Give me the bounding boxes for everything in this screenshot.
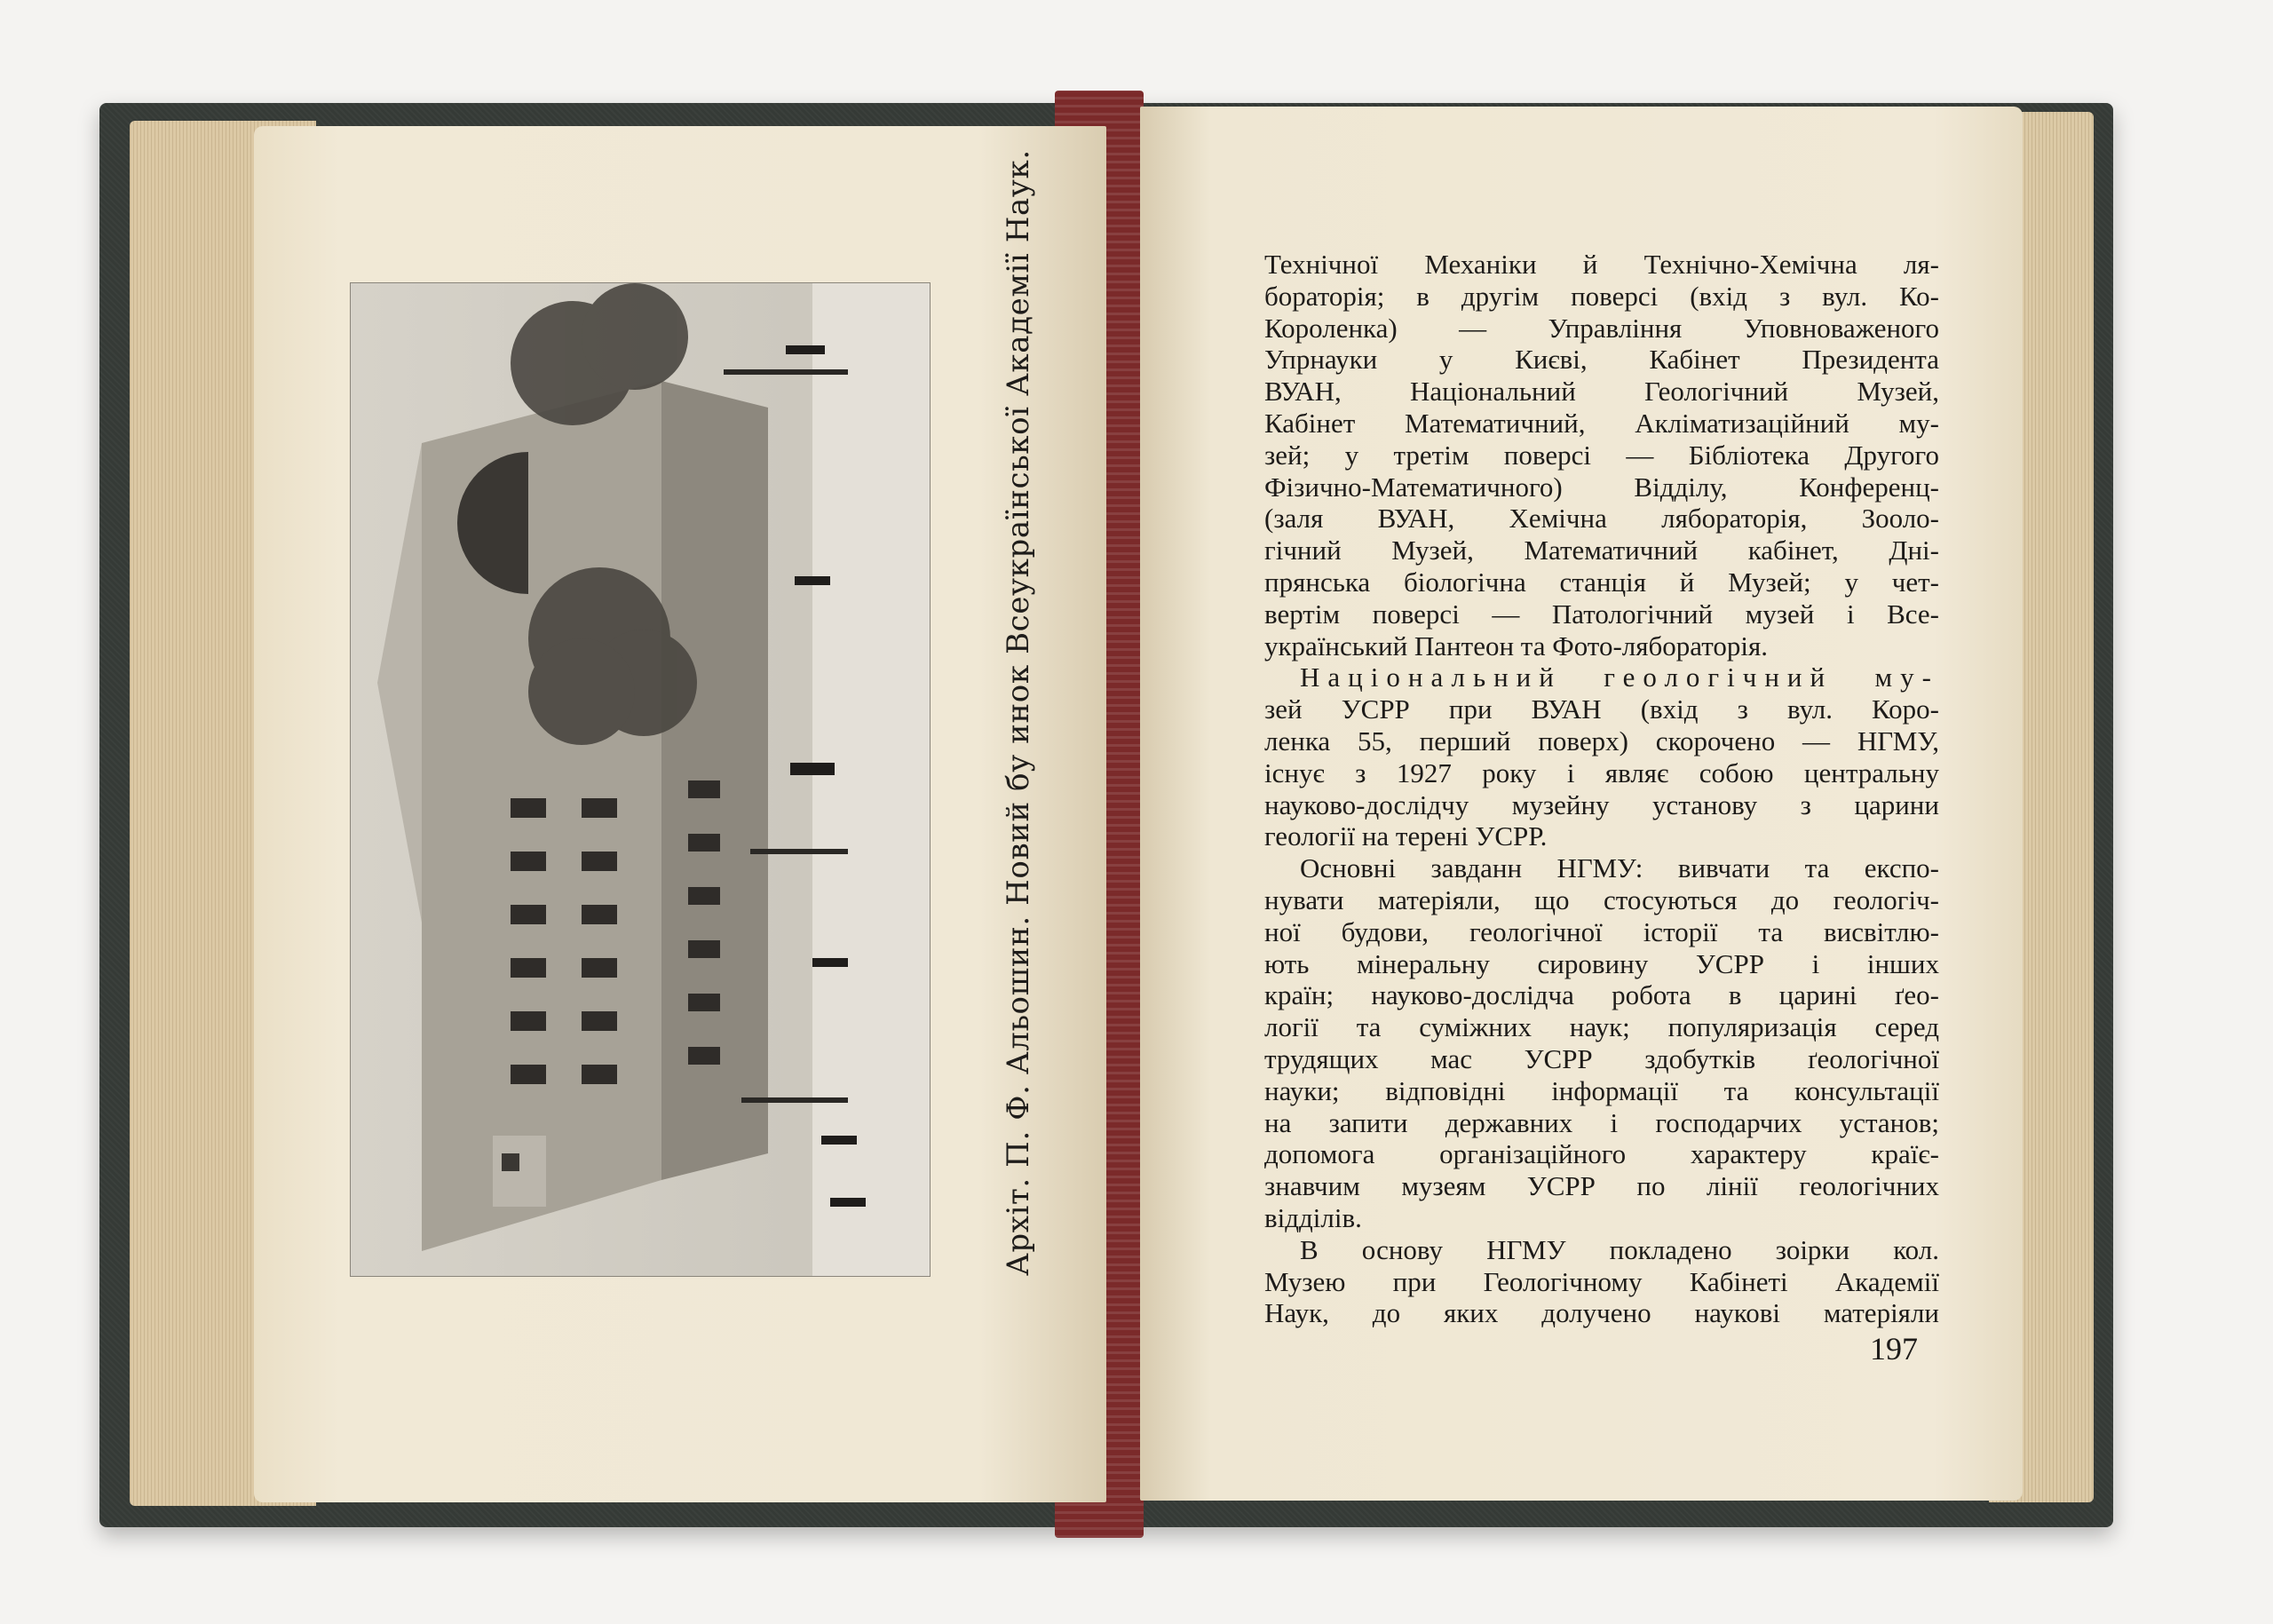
paragraph-1 xyxy=(1264,249,1939,661)
text-line: існує з 1927 року і являє собою центральну xyxy=(1264,757,1939,788)
text-line: зей УСРР при ВУАН (вхід з вул. Коро- xyxy=(1264,693,1939,725)
text-line: Технічної Механіки й Технічно-Хемічна ля- xyxy=(1264,249,1939,280)
text-line: допомога організаційного характеру країє- xyxy=(1264,1138,1939,1170)
text-line: геології на терені УСРР. xyxy=(1264,820,1548,852)
paragraph-3 xyxy=(1264,852,1939,1234)
text-line: Наук, до яких долучено наукові матеріяли xyxy=(1264,1297,1939,1329)
text-line: прянська біологічна станція й Музей; у чет- xyxy=(1264,566,1939,598)
text-line: вертім поверсі — Патологічний музей і Все- xyxy=(1264,598,1939,630)
text-line: Кабінет Математичний, Акліматизаційний му- xyxy=(1264,407,1939,439)
text-line: ної будови, геологічної історії та висвітлю- xyxy=(1264,915,1939,947)
text-line: ВУАН, Національний Геологічний Музей, xyxy=(1264,376,1939,408)
text-line-spaced-heading: Національний геологічний му- xyxy=(1300,661,1939,693)
text-line: відділів. xyxy=(1264,1201,1362,1233)
text-line: нувати матеріяли, що стосуються до геологіч- xyxy=(1264,883,1939,915)
text-line: гічний Музей, Математичний кабінет, Дні- xyxy=(1264,535,1939,566)
photo-caption: Архіт. П. Ф. Альошин. Новий бу инок Всеукраїнської Академії Наук. xyxy=(1001,149,1036,1276)
text-line: логії та суміжних наук; популяризація серед xyxy=(1264,1011,1939,1043)
text-line: на запити державних і господарчих установ; xyxy=(1264,1106,1939,1138)
text-line: (заля ВУАН, Хемічна лябораторія, Зооло- xyxy=(1264,503,1939,535)
text-line: Фізично-Математичного) Відділу, Конференц- xyxy=(1264,471,1939,503)
text-line: Упрнауки у Києві, Кабінет Президента xyxy=(1264,344,1939,376)
paragraph-2 xyxy=(1264,661,1939,852)
text-line: Музею при Геологічному Кабінеті Академії xyxy=(1264,1265,1939,1297)
text-line: науки; відповідні інформації та консультації xyxy=(1264,1074,1939,1106)
text-line: Короленка) — Управління Уповноваженого xyxy=(1264,312,1939,344)
text-line: знавчим музеям УСРР по лінії геологічних xyxy=(1264,1170,1939,1202)
right-page-text xyxy=(1264,249,1939,1329)
text-line: В основу НГМУ покладено зоірки кол. xyxy=(1300,1233,1939,1265)
text-line: Основні завданн НГМУ: вивчати та експо- xyxy=(1300,852,1939,884)
page-number: 197 xyxy=(1870,1331,1918,1367)
text-line: науково-дослідчу музейну установу з царини xyxy=(1264,788,1939,820)
text-line: трудящих мас УСРР здобутків ґеологічної xyxy=(1264,1042,1939,1074)
text-line: бораторія; в другім поверсі (вхід з вул. Ко- xyxy=(1264,280,1939,312)
paragraph-4 xyxy=(1264,1234,1939,1329)
text-line: зей; у третім поверсі — Бібліотека Другого xyxy=(1264,439,1939,471)
text-line: український Пантеон та Фото-лябораторія. xyxy=(1264,630,1768,661)
text-line: країн; науково-дослідча робота в царині ґео- xyxy=(1264,979,1939,1011)
text-line: ленка 55, перший поверх) скорочено — НГМУ, xyxy=(1264,725,1939,757)
text-line: ють мінеральну сировину УСРР і інших xyxy=(1264,947,1939,979)
building-photo xyxy=(350,282,931,1277)
